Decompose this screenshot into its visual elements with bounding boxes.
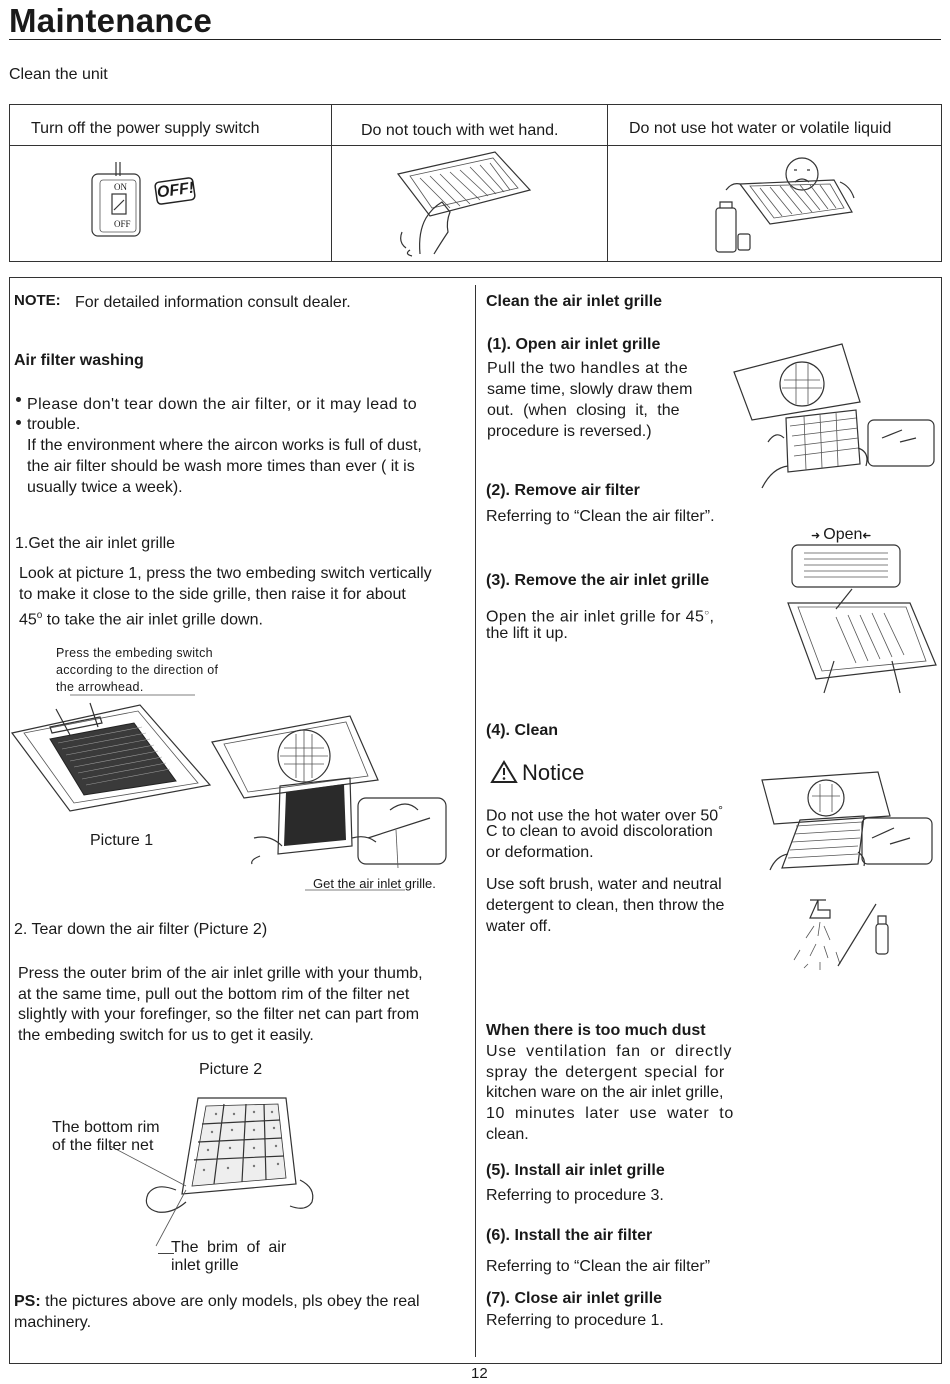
clean-method-line2: detergent to clean, then throw the (486, 897, 725, 914)
picture1-label: Picture 1 (90, 832, 154, 849)
warnings-col-divider-1 (331, 104, 332, 261)
too-much-dust-line3: kitchen ware on the air inlet grille, (486, 1084, 724, 1101)
picture2-filter-illustration (136, 1094, 316, 1254)
clean-grille-heading: Clean the air inlet grille (486, 293, 663, 310)
press-note-line3: the arrowhead. (56, 680, 144, 694)
intro-text: Clean the unit (9, 66, 108, 83)
clean-notice-text: Do not use the hot water over 50 (486, 807, 719, 825)
power-switch-icon (88, 162, 208, 242)
brim-label-line2: inlet grille (171, 1257, 239, 1274)
step-remove-grille-line2: the lift it up. (486, 625, 568, 642)
page-title: Maintenance (9, 2, 213, 39)
step-open-grille-line1: Pull the two handles at the (487, 360, 689, 377)
bullet-text-2-line2: If the environment where the aircon works is full of dust, (27, 437, 422, 454)
remove-grille-illustration (786, 543, 940, 695)
bullet-text-1: Please don't tear down the air filter, or it may lead to (27, 396, 418, 413)
title-divider (9, 39, 941, 40)
step1-line3-rest: to take the air inlet grille down. (42, 611, 263, 629)
picture1-unit-illustration (10, 695, 210, 815)
step-remove-filter-text: Referring to “Clean the air filter”. (486, 508, 715, 525)
switch-off-label: OFF (114, 219, 131, 229)
step1-line1: Look at picture 1, press the two embeding switch vertically (19, 565, 432, 582)
picture2-label: Picture 2 (199, 1061, 263, 1078)
warning-triangle-icon (490, 760, 518, 784)
step-install-filter-text: Referring to “Clean the air filter” (486, 1258, 711, 1275)
air-filter-heading: Air filter washing (14, 352, 144, 369)
notice-label: Notice (522, 760, 585, 785)
step-install-grille-text: Referring to procedure 3. (486, 1187, 664, 1204)
clean-notice-deg: ° (718, 803, 723, 817)
warnings-col-divider-2 (607, 104, 608, 261)
step1-deg-symbol: o (36, 610, 43, 621)
step-clean-title: (4). Clean (486, 722, 559, 739)
bullet-dot-1 (16, 397, 21, 402)
too-much-dust-title: When there is too much dust (486, 1022, 706, 1039)
step-close-grille-title: (7). Close air inlet grille (486, 1290, 663, 1307)
warning-hot-water-label: Do not use hot water or volatile liquid (629, 120, 892, 137)
step-open-grille-title: (1). Open air inlet grille (487, 336, 661, 353)
too-much-dust-line2: spray the detergent special for (486, 1064, 725, 1081)
too-much-dust-line1: Use ventilation fan or directly (486, 1043, 733, 1060)
open-arrow-left-icon: ➜ (811, 530, 824, 542)
step2-line1: Press the outer brim of the air inlet grille with your thumb, (18, 965, 423, 982)
bullet-text-2-line4: usually twice a week). (27, 479, 183, 496)
open-grille-illustration (732, 342, 937, 490)
ps-line2: machinery. (14, 1314, 92, 1331)
brim-label-line1: The brim of air (171, 1239, 287, 1256)
step-close-grille-text: Referring to procedure 1. (486, 1312, 664, 1329)
step1-line2: to make it close to the side grille, then raise it for about (19, 586, 406, 603)
step-remove-grille-text: Open the air inlet grille for 45 (486, 608, 705, 626)
warning-power-label: Turn off the power supply switch (31, 120, 260, 137)
step-open-grille-line2: same time, slowly draw them (487, 381, 693, 398)
ps-line1 (14, 1291, 420, 1312)
note-label: NOTE: (14, 292, 61, 309)
bullet-text-2-line3: the air filter should be wash more times than ever ( it is (27, 458, 415, 475)
step-remove-grille-deg: ○ (704, 608, 710, 617)
main-column-divider (475, 285, 476, 1357)
step-install-filter-title: (6). Install the air filter (486, 1227, 653, 1244)
step2-line3: slightly with your forefinger, so the filter net can part from (18, 1006, 420, 1023)
clean-method-line3: water off. (486, 918, 552, 935)
off-badge: OFF! (155, 179, 196, 202)
tap-water-illustration (780, 896, 900, 976)
step2-line2: at the same time, pull out the bottom rim of the filter net (18, 986, 410, 1003)
step-open-grille-line3: out. (when closing it, the (487, 402, 680, 419)
too-much-dust-line5: clean. (486, 1126, 529, 1143)
step-remove-grille-comma: , (709, 608, 715, 626)
clean-grille-illustration (760, 770, 940, 874)
wet-hand-icon (390, 152, 535, 257)
bullet-text-2: trouble. (27, 416, 81, 433)
press-note-line2: according to the direction of (56, 663, 219, 677)
step-remove-grille-title: (3). Remove the air inlet grille (486, 572, 710, 589)
get-grille-caption: Get the air inlet grille. (313, 876, 436, 891)
step-install-grille-title: (5). Install air inlet grille (486, 1162, 665, 1179)
step-open-grille-line4: procedure is reversed.) (487, 423, 652, 440)
bottom-rim-label-line1: The bottom rim (52, 1119, 160, 1136)
clean-method-line1: Use soft brush, water and neutral (486, 876, 722, 893)
hot-water-icon (710, 152, 860, 257)
clean-notice-line2: C to clean to avoid discoloration (486, 823, 713, 840)
open-label-text: Open (823, 526, 863, 543)
step1-title: 1.Get the air inlet grille (15, 535, 176, 552)
open-arrow-right-icon: ➜ (862, 530, 872, 542)
press-note-line1: Press the embeding switch (56, 646, 213, 660)
step1-deg-value: 45 (19, 611, 37, 629)
page-number: 12 (471, 1365, 488, 1382)
note-text: For detailed information consult dealer. (75, 294, 351, 311)
ps-label: PS: (14, 1293, 41, 1310)
step2-line4: the embeding switch for us to get it easily. (18, 1027, 314, 1044)
switch-on-label: ON (114, 182, 127, 192)
warnings-row-divider (9, 145, 941, 146)
step-remove-filter-title: (2). Remove air filter (486, 482, 640, 499)
clean-notice-line3: or deformation. (486, 844, 594, 861)
ps-text: the pictures above are only models, pls obey the real (45, 1293, 420, 1310)
warning-wet-hand-label: Do not touch with wet hand. (361, 122, 559, 139)
too-much-dust-line4: 10 minutes later use water to (486, 1105, 734, 1122)
bullet-dot-2 (16, 420, 21, 425)
step2-title: 2. Tear down the air filter (Picture 2) (14, 921, 268, 938)
bottom-rim-label-line2: of the filter net (52, 1137, 154, 1154)
step1-line3 (19, 605, 263, 630)
